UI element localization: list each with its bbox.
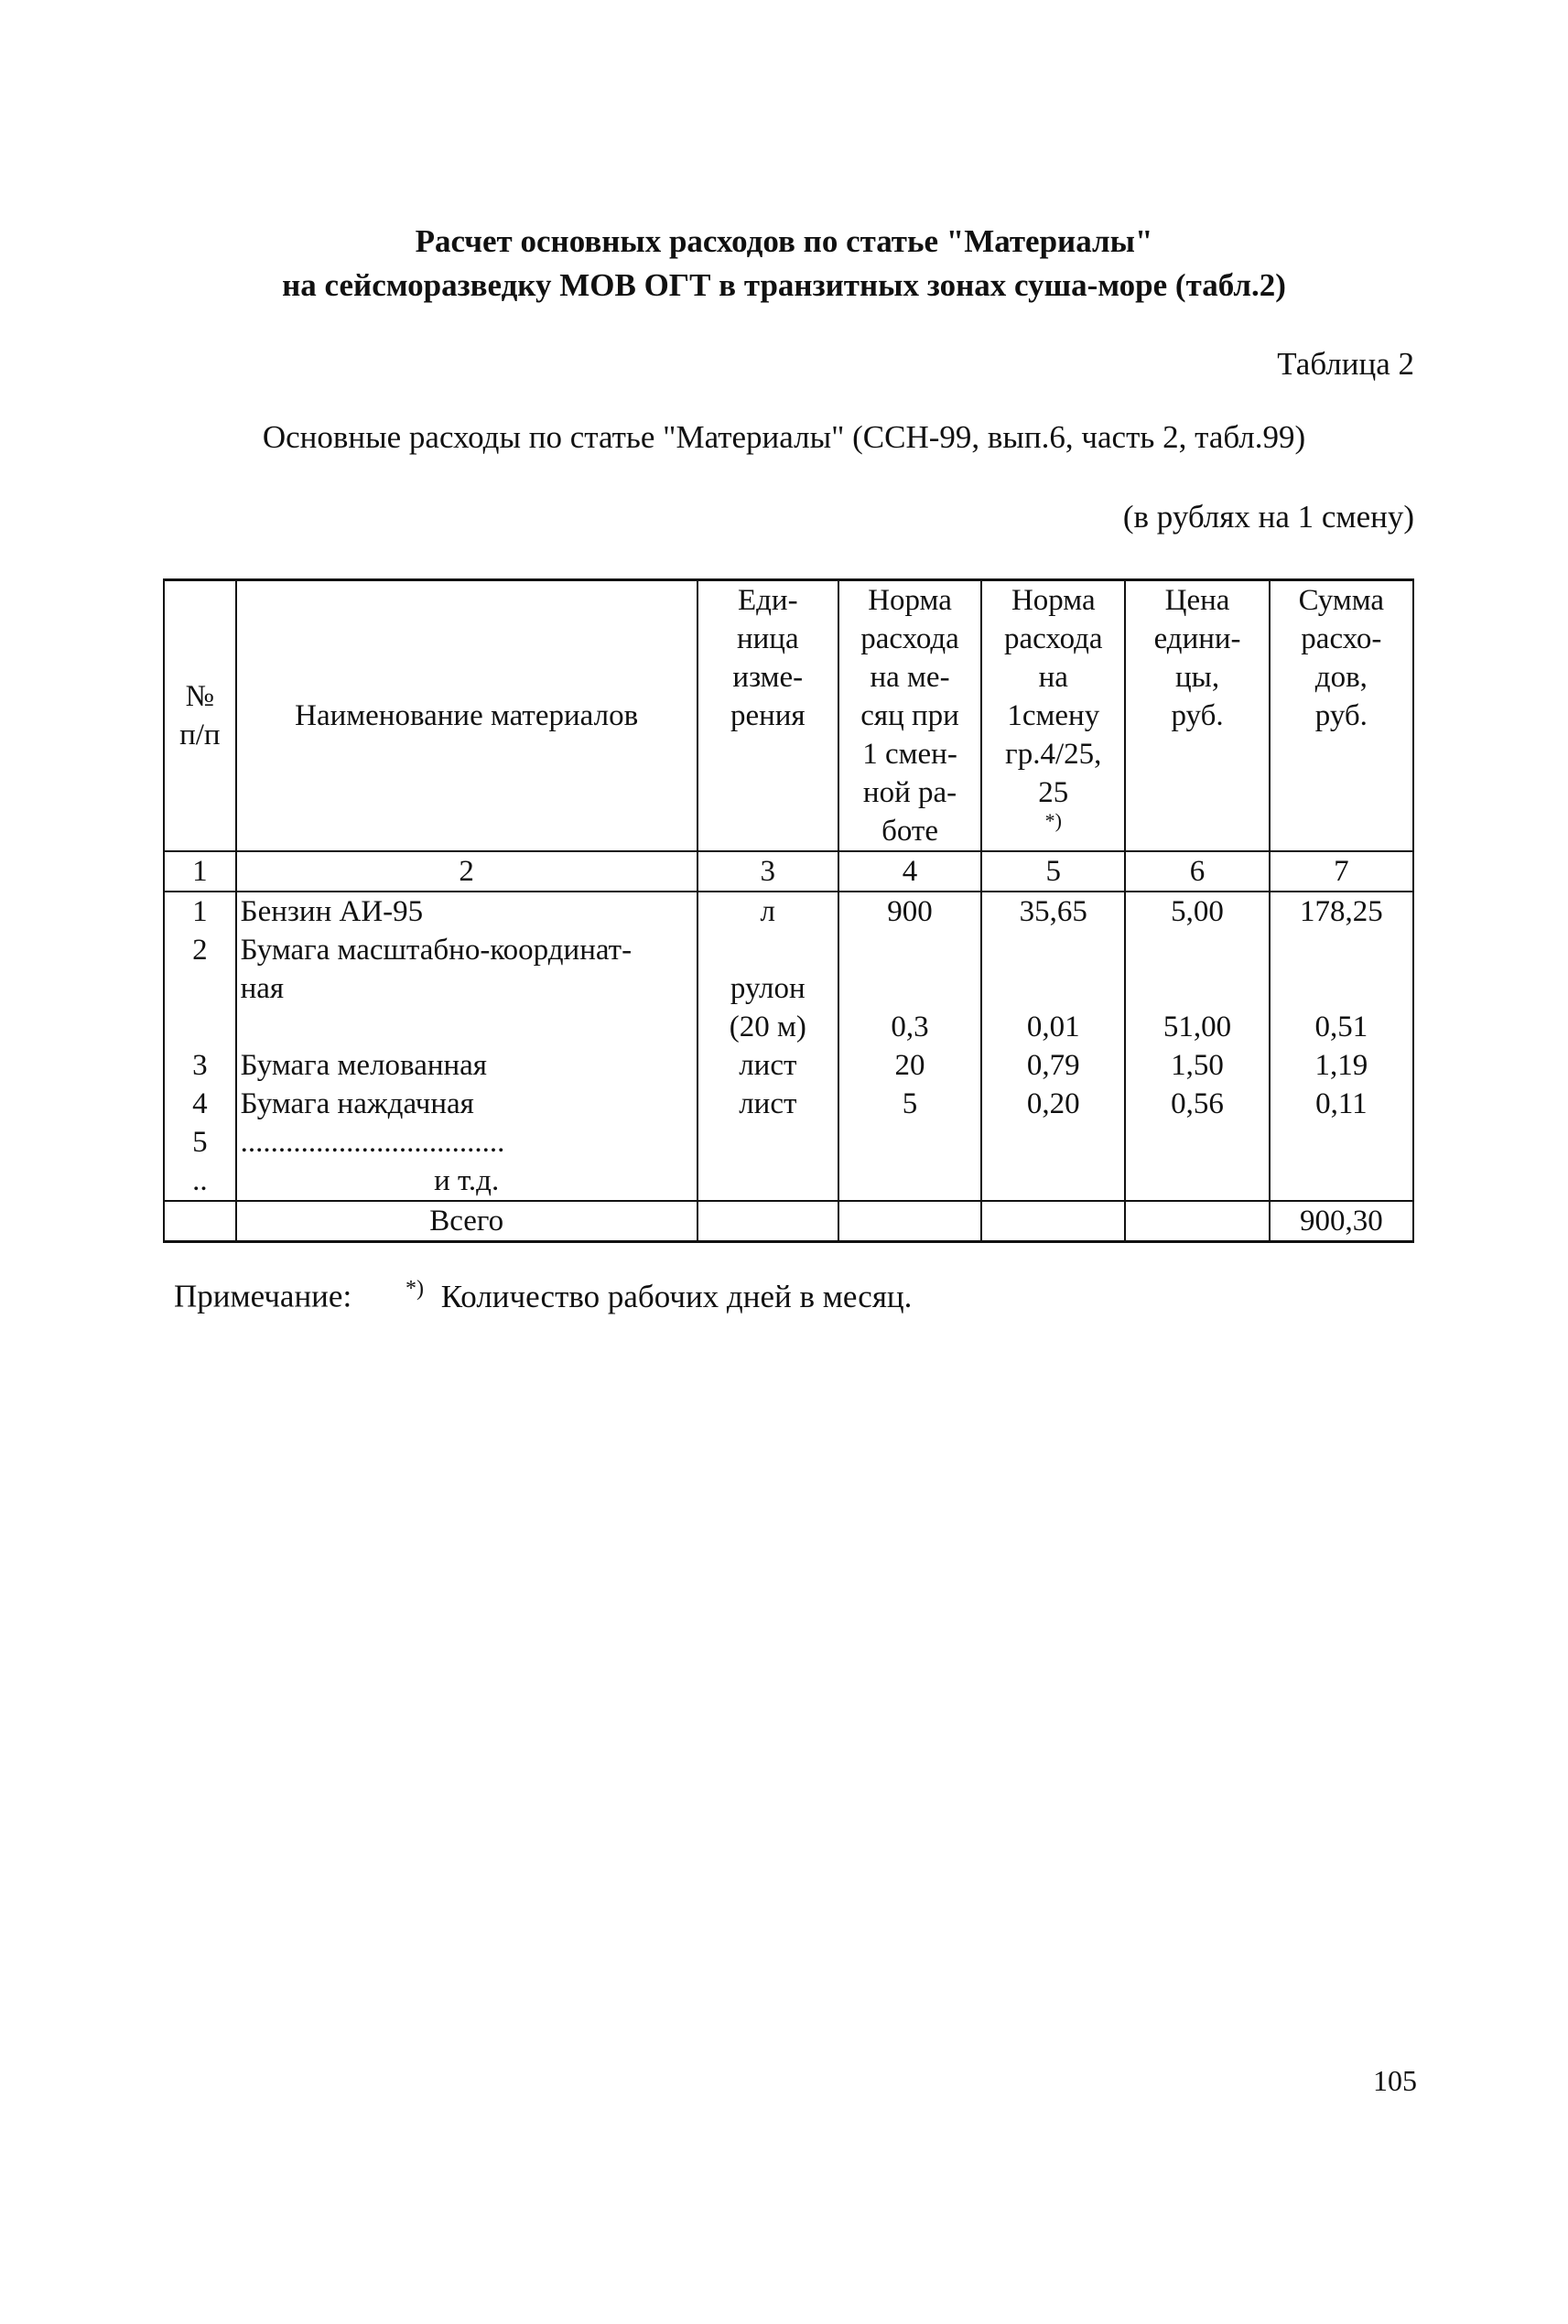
header-num: № п/п <box>164 580 236 852</box>
footnote-mark: *) <box>1044 809 1062 832</box>
page-number: 105 <box>1373 2064 1417 2097</box>
total-sum: 900,30 <box>1270 1201 1413 1242</box>
header-price: Цена едини- цы, руб. <box>1125 580 1269 852</box>
header-unit: Еди- ница изме- рения <box>697 580 838 852</box>
header-name: Наименование материалов <box>236 580 697 852</box>
footnote <box>174 1277 912 1315</box>
note-label: Примечание: <box>174 1278 352 1314</box>
table-caption: Основные расходы по статье "Материалы" (ССН-99, вып.6, часть 2, табл.99) <box>262 419 1306 455</box>
note-text: Количество рабочих дней в месяц. <box>440 1278 913 1314</box>
table-row: .. и т.д. <box>164 1162 1413 1201</box>
total-label: Всего <box>236 1201 697 1242</box>
table-label: Таблица 2 <box>1277 346 1414 382</box>
total-row <box>164 1201 1413 1242</box>
header-norm-shift: Норма расхода на 1смену гр.4/25, 25 *) <box>981 580 1125 852</box>
title-line-1: Расчет основных расходов по статье "Материалы" <box>415 223 1153 259</box>
note-mark: *) <box>405 1277 424 1301</box>
table-row: 3 Бумага мелованная лист 20 0,79 1,50 1,19 <box>164 1046 1413 1085</box>
units-note: (в рублях на 1 смену) <box>1122 499 1414 535</box>
table-row: 2 Бумага масштабно-координат- ная рулон (20 м) 0,3 0,01 51,00 0,51 <box>164 931 1413 1046</box>
header-norm-month: Норма расхода на ме- сяц при 1 смен- ной ра- боте <box>838 580 981 852</box>
table-row: 4 Бумага наждачная лист 5 0,20 0,56 0,11 <box>164 1085 1413 1123</box>
column-number-row: 1 2 3 4 5 6 7 <box>164 851 1413 892</box>
table-row: 1 Бензин АИ-95 л 900 35,65 5,00 178,25 <box>164 892 1413 931</box>
header-sum: Сумма расхо- дов, руб. <box>1270 580 1413 852</box>
table-row: 5 ................................... <box>164 1123 1413 1162</box>
document-title <box>0 220 1568 308</box>
materials-table <box>163 578 1414 1243</box>
title-line-2: на сейсморазведку МОВ ОГТ в транзитных зонах суша-море (табл.2) <box>282 267 1286 303</box>
header-row <box>164 580 1413 852</box>
